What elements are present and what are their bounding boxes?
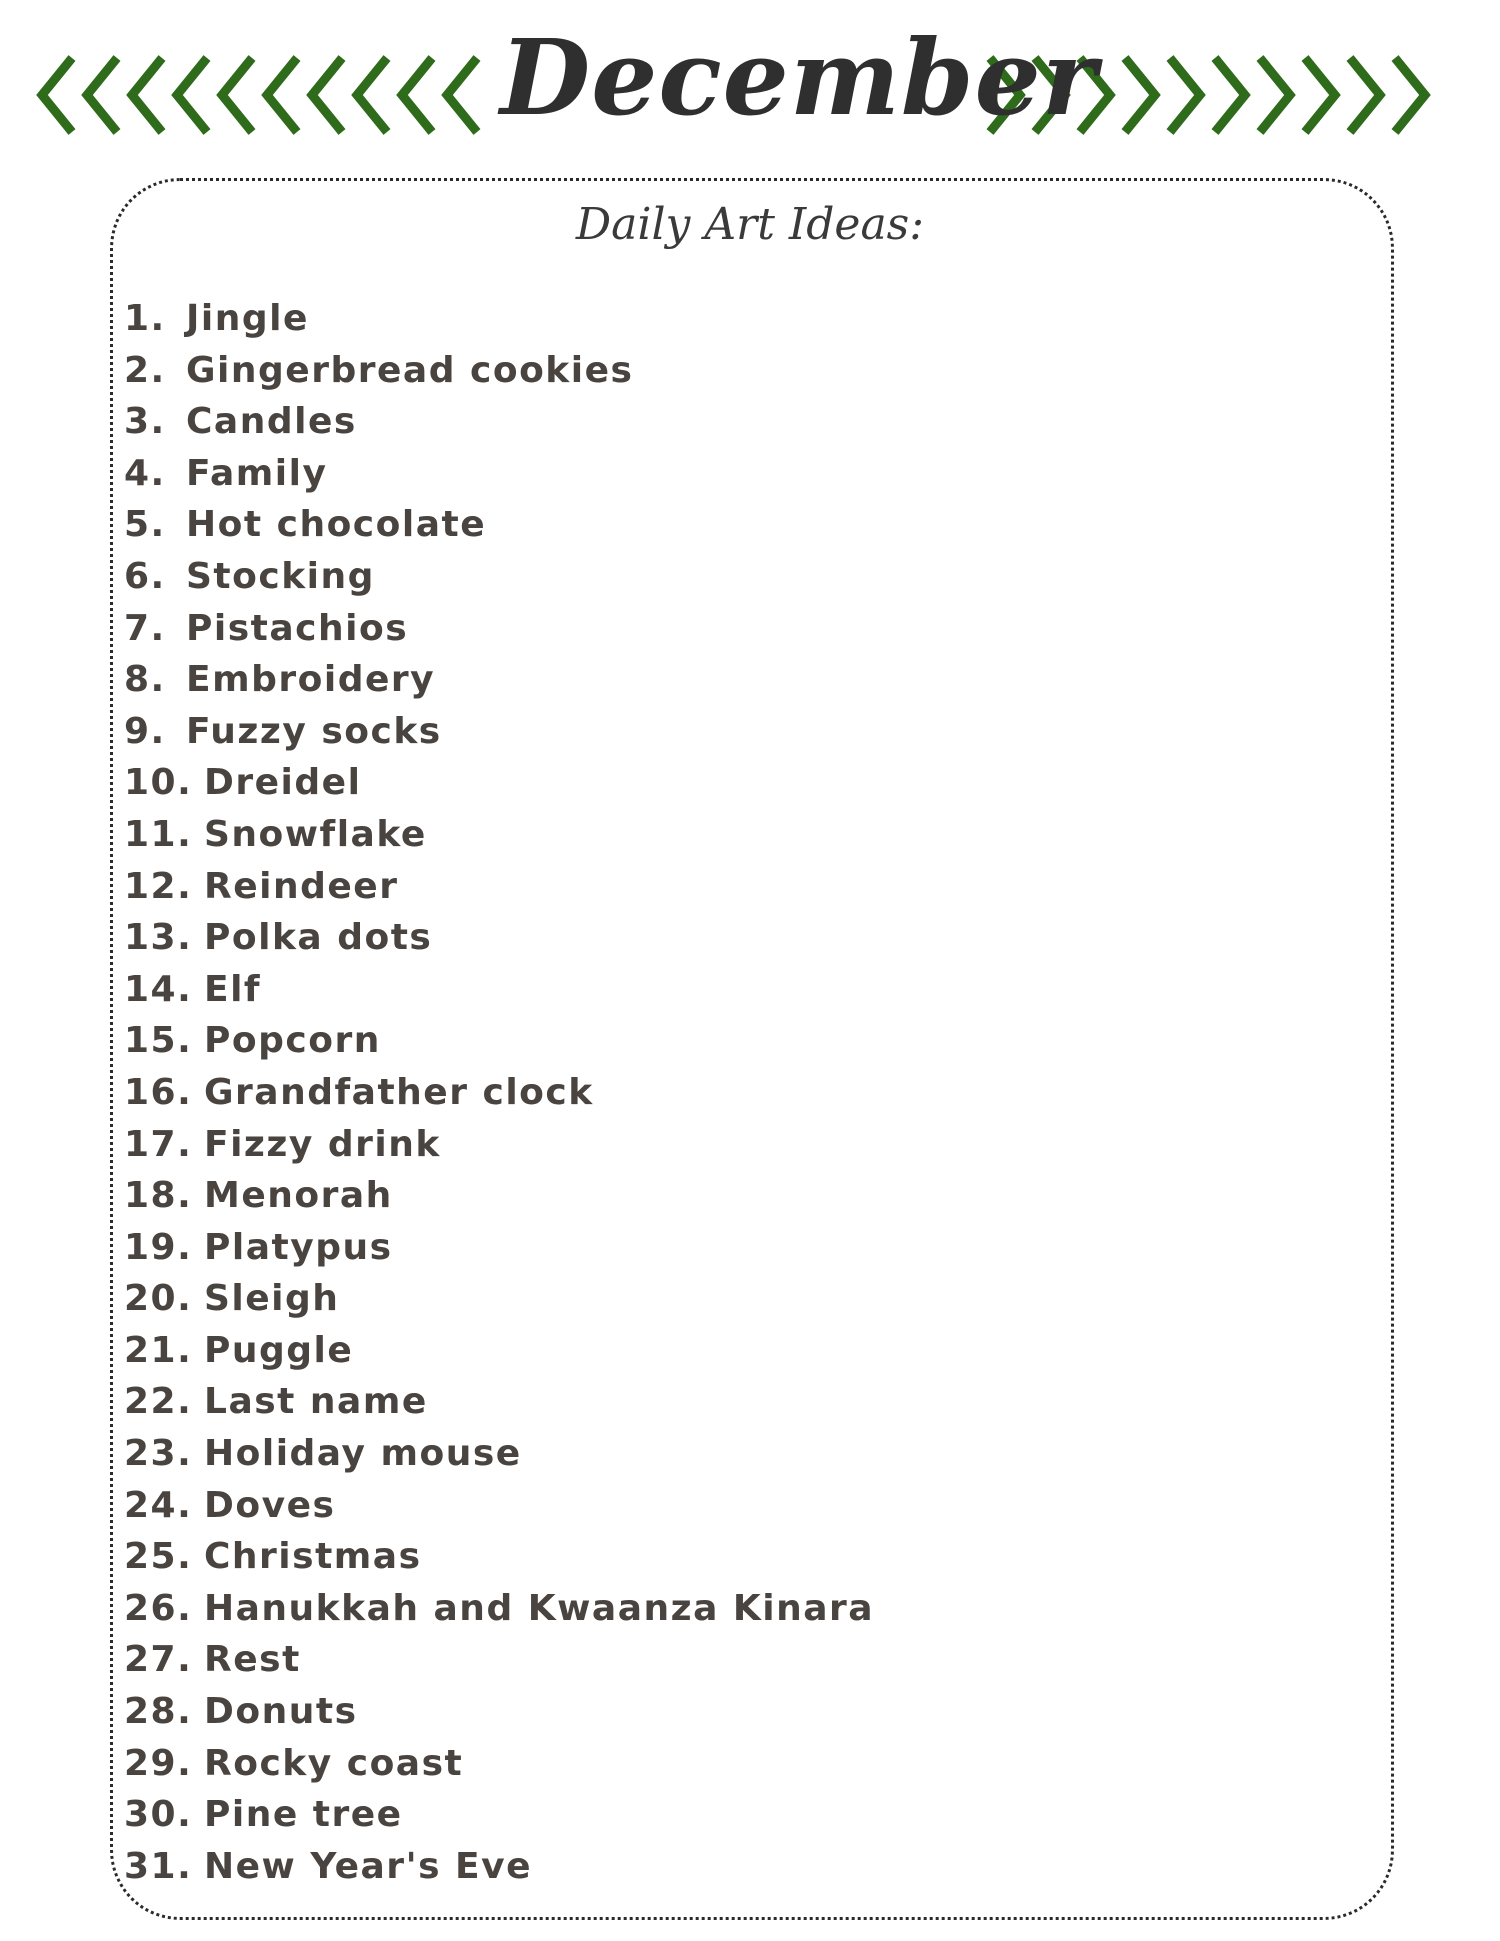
list-item-text: Gingerbread cookies <box>186 349 634 391</box>
list-item-number: 8. <box>124 659 166 701</box>
chevron-right-icon <box>1305 58 1335 132</box>
list-item-number: 20. <box>124 1278 193 1320</box>
list-item-text: Elf <box>204 968 262 1010</box>
list-item-text: Reindeer <box>204 865 399 907</box>
list-item-number: 14. <box>124 968 193 1010</box>
chevron-left-icon <box>447 58 477 132</box>
chevron-right-icon <box>1170 58 1200 132</box>
list-item <box>124 396 874 448</box>
list-item <box>124 1789 874 1841</box>
list-item <box>124 1686 874 1738</box>
list-item <box>124 1015 874 1067</box>
list-item <box>124 1170 874 1222</box>
list-item-number: 17. <box>124 1123 193 1165</box>
list-item <box>124 1738 874 1790</box>
list-item-number: 13. <box>124 917 193 959</box>
list-item-number: 31. <box>124 1845 193 1887</box>
list-item-text: Pine tree <box>204 1794 403 1836</box>
list-item-text: Hot chocolate <box>186 504 487 546</box>
list-item <box>124 1583 874 1635</box>
list-item-number: 5. <box>124 504 166 546</box>
list-item-number: 23. <box>124 1433 193 1475</box>
list-item-number: 19. <box>124 1226 193 1268</box>
list-item-number: 18. <box>124 1175 193 1217</box>
chevron-right-icon <box>1260 58 1290 132</box>
list-item-number: 6. <box>124 555 166 597</box>
list-item <box>124 1222 874 1274</box>
list-item <box>124 757 874 809</box>
list-item-number: 4. <box>124 452 166 494</box>
list-item-text: Menorah <box>204 1175 393 1217</box>
list-item <box>124 654 874 706</box>
chevron-right-icon <box>1350 58 1380 132</box>
list-item <box>124 499 874 551</box>
list-item-number: 16. <box>124 1071 193 1113</box>
list-item-number: 10. <box>124 762 193 804</box>
list-item <box>124 1325 874 1377</box>
list-item-number: 15. <box>124 1020 193 1062</box>
list-item <box>124 964 874 1016</box>
list-item <box>124 861 874 913</box>
list-item-number: 11. <box>124 813 193 855</box>
list-item-number: 22. <box>124 1381 193 1423</box>
list-item-text: Grandfather clock <box>204 1071 594 1113</box>
list-item <box>124 1273 874 1325</box>
list-item-text: Pistachios <box>186 607 409 649</box>
list-item-text: Fuzzy socks <box>186 710 442 752</box>
list-item-number: 7. <box>124 607 166 649</box>
chevron-right-icon <box>1125 58 1155 132</box>
list-item-text: Rocky coast <box>204 1742 464 1784</box>
list-item-text: Family <box>186 452 328 494</box>
page-title: December <box>500 16 1098 139</box>
header-banner <box>0 0 1500 160</box>
list-item-text: Last name <box>204 1381 428 1423</box>
chevron-left-icon <box>312 58 342 132</box>
chevron-left-icon <box>222 58 252 132</box>
list-item-text: Puggle <box>204 1329 354 1371</box>
list-item-text: Christmas <box>204 1536 422 1578</box>
list-item <box>124 293 874 345</box>
list-item <box>124 1376 874 1428</box>
list-item-text: Snowflake <box>204 813 427 855</box>
list-item-text: Rest <box>204 1639 301 1681</box>
list-item <box>124 1067 874 1119</box>
list-item-number: 1. <box>124 298 166 339</box>
chevron-right-icon <box>1215 58 1245 132</box>
list-item-text: Embroidery <box>186 659 436 701</box>
list-item <box>124 551 874 603</box>
list-item-number: 25. <box>124 1536 193 1578</box>
list-item-text: Dreidel <box>204 762 362 804</box>
list-item <box>124 1428 874 1480</box>
chevron-left-icon <box>42 58 72 132</box>
chevron-left-icon <box>402 58 432 132</box>
chevron-left-icon <box>267 58 297 132</box>
list-item-text: Doves <box>204 1484 336 1526</box>
list-item <box>124 603 874 655</box>
list-item-text: Popcorn <box>204 1020 381 1062</box>
list-item-number: 26. <box>124 1587 193 1629</box>
list-item-text: Donuts <box>204 1691 358 1733</box>
list-item-number: 30. <box>124 1794 193 1836</box>
list-item-text: Jingle <box>186 298 309 339</box>
list-item-text: Sleigh <box>204 1278 340 1320</box>
list-item <box>124 809 874 861</box>
list-item-text: Candles <box>186 401 357 443</box>
list-item-text: Holiday mouse <box>204 1433 522 1475</box>
list-item <box>124 706 874 758</box>
list-item-number: 12. <box>124 865 193 907</box>
list-item-number: 29. <box>124 1742 193 1784</box>
list-item <box>124 1634 874 1686</box>
list-item <box>124 1841 874 1893</box>
list-item-number: 24. <box>124 1484 193 1526</box>
chevron-left-icon <box>357 58 387 132</box>
list-item <box>124 1119 874 1171</box>
list-item <box>124 448 874 500</box>
list-item-text: New Year's Eve <box>204 1845 533 1887</box>
chevron-left-icon <box>177 58 207 132</box>
list-item-number: 21. <box>124 1329 193 1371</box>
chevron-left-icon <box>87 58 117 132</box>
list-item-text: Hanukkah and Kwaanza Kinara <box>204 1587 875 1629</box>
list-item-text: Stocking <box>186 555 375 597</box>
list-item-text: Fizzy drink <box>204 1123 441 1165</box>
list-item-number: 27. <box>124 1639 193 1681</box>
list-item <box>124 345 874 397</box>
list-item-number: 2. <box>124 349 166 391</box>
chevron-right-icon <box>1395 58 1425 132</box>
card-subtitle: Daily Art Ideas: <box>575 199 925 250</box>
list-item-text: Polka dots <box>204 917 433 959</box>
list-item-text: Platypus <box>204 1226 393 1268</box>
list-item <box>124 912 874 964</box>
list-item <box>124 1480 874 1532</box>
list-item-number: 28. <box>124 1691 193 1733</box>
list-item <box>124 1531 874 1583</box>
chevron-left-icon <box>132 58 162 132</box>
list-item-number: 9. <box>124 710 166 752</box>
idea-list <box>124 293 874 1892</box>
list-item-number: 3. <box>124 401 166 443</box>
